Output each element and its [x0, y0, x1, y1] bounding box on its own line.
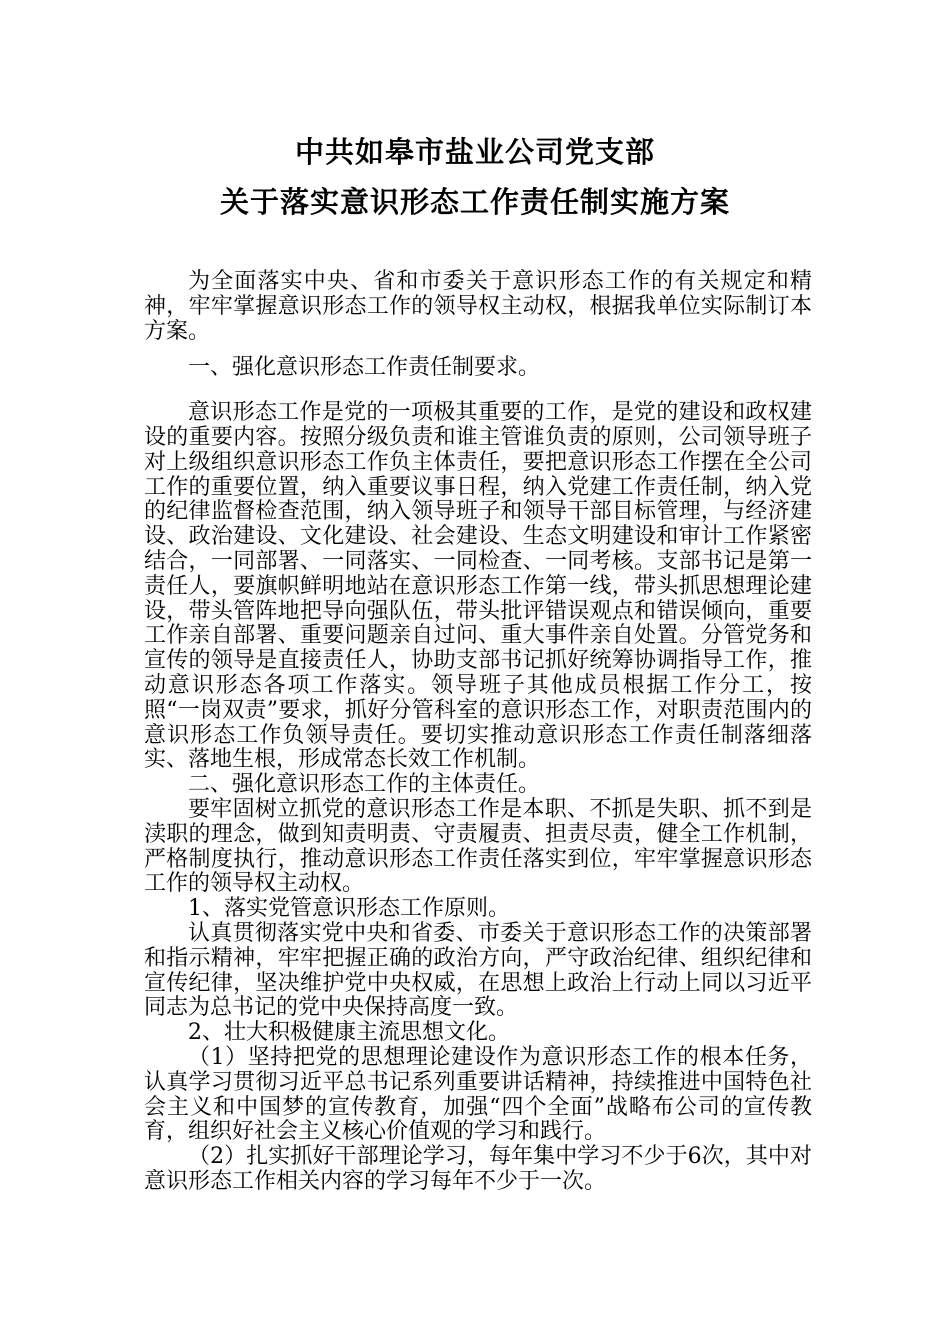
subsection-1-paragraph: 认真贯彻落实党中央和省委、市委关于意识形态工作的决策部署和指示精神，牢牢把握正确的政治方向，严守政治纪律、组织纪律和宣传纪律，坚决维护党中央权威，在思想上政治上行动上同以习近平同志为总书记的党中央保持高度一致。 [144, 920, 812, 1021]
section-heading-1: 一、强化意识形态工作责任制要求。 [188, 355, 541, 381]
subsection-heading-2: 2、壮大积极健康主流思想文化。 [188, 1020, 510, 1046]
section-1-paragraph: 意识形态工作是党的一项极其重要的工作，是党的建设和政权建设的重要内容。按照分级负责和谁主管谁负责的原则，公司领导班子对上级组织意识形态工作负主体责任，要把意识形态工作摆在全公司工作的重要位置，纳入重要议事日程，纳入党建工作责任制，纳入党的纪律监督检查范围，纳入领导班子和领导干部目标管理，与经济建设、政治建设、文化建设、社会建设、生态文明建设和审计工作紧密结合，一同部署、一同落实、一同检查、一同考核。支部书记是第一责任人，要旗帜鲜明地站在意识形态工作第一线，带头抓思想理论建设，带头管阵地把导向强队伍，带头批评错误观点和错误倾向，重要工作亲自部署、重要问题亲自过问、重大事件亲自处置。分管党务和宣传的领导是直接责任人，协助支部书记抓好统筹协调指导工作，推动意识形态各项工作落实。领导班子其他成员根据工作分工，按照“一岗双责”要求，抓好分管科室的意识形态工作，对职责范围内的意识形态工作负领导责任。要切实推动意识形态工作责任制落细落实、落地生根，形成常态长效工作机制。 [144, 400, 812, 773]
subsection-heading-1: 1、落实党管意识形态工作原则。 [188, 896, 510, 922]
document-title-line1: 中共如皋市盐业公司党支部 [294, 135, 655, 169]
intro-paragraph: 为全面落实中央、省和市委关于意识形态工作的有关规定和精神，牢牢掌握意识形态工作的领导权主动权，根据我单位实际制订本方案。 [144, 269, 812, 344]
section-heading-2: 二、强化意识形态工作的主体责任。 [188, 772, 541, 798]
document-title-line2: 关于落实意识形态工作责任制实施方案 [219, 185, 730, 219]
section-2-paragraph: 要牢固树立抓党的意识形态工作是本职、不抓是失职、抓不到是渎职的理念，做到知责明责、守责履责、担责尽责，健全工作机制，严格制度执行，推动意识形态工作责任落实到位，牢牢掌握意识形态工作的领导权主动权。 [144, 796, 812, 897]
item-2-paragraph: （2）扎实抓好干部理论学习，每年集中学习不少于6次，其中对意识形态工作相关内容的学习每年不少于一次。 [144, 1144, 812, 1194]
item-1-paragraph: （1）坚持把党的思想理论建设作为意识形态工作的根本任务，认真学习贯彻习近平总书记系列重要讲话精神，持续推进中国特色社会主义和中国梦的宣传教育，加强“四个全面”战略布公司的宣传教育，组织好社会主义核心价值观的学习和践行。 [144, 1044, 812, 1145]
document-body [144, 270, 812, 1195]
